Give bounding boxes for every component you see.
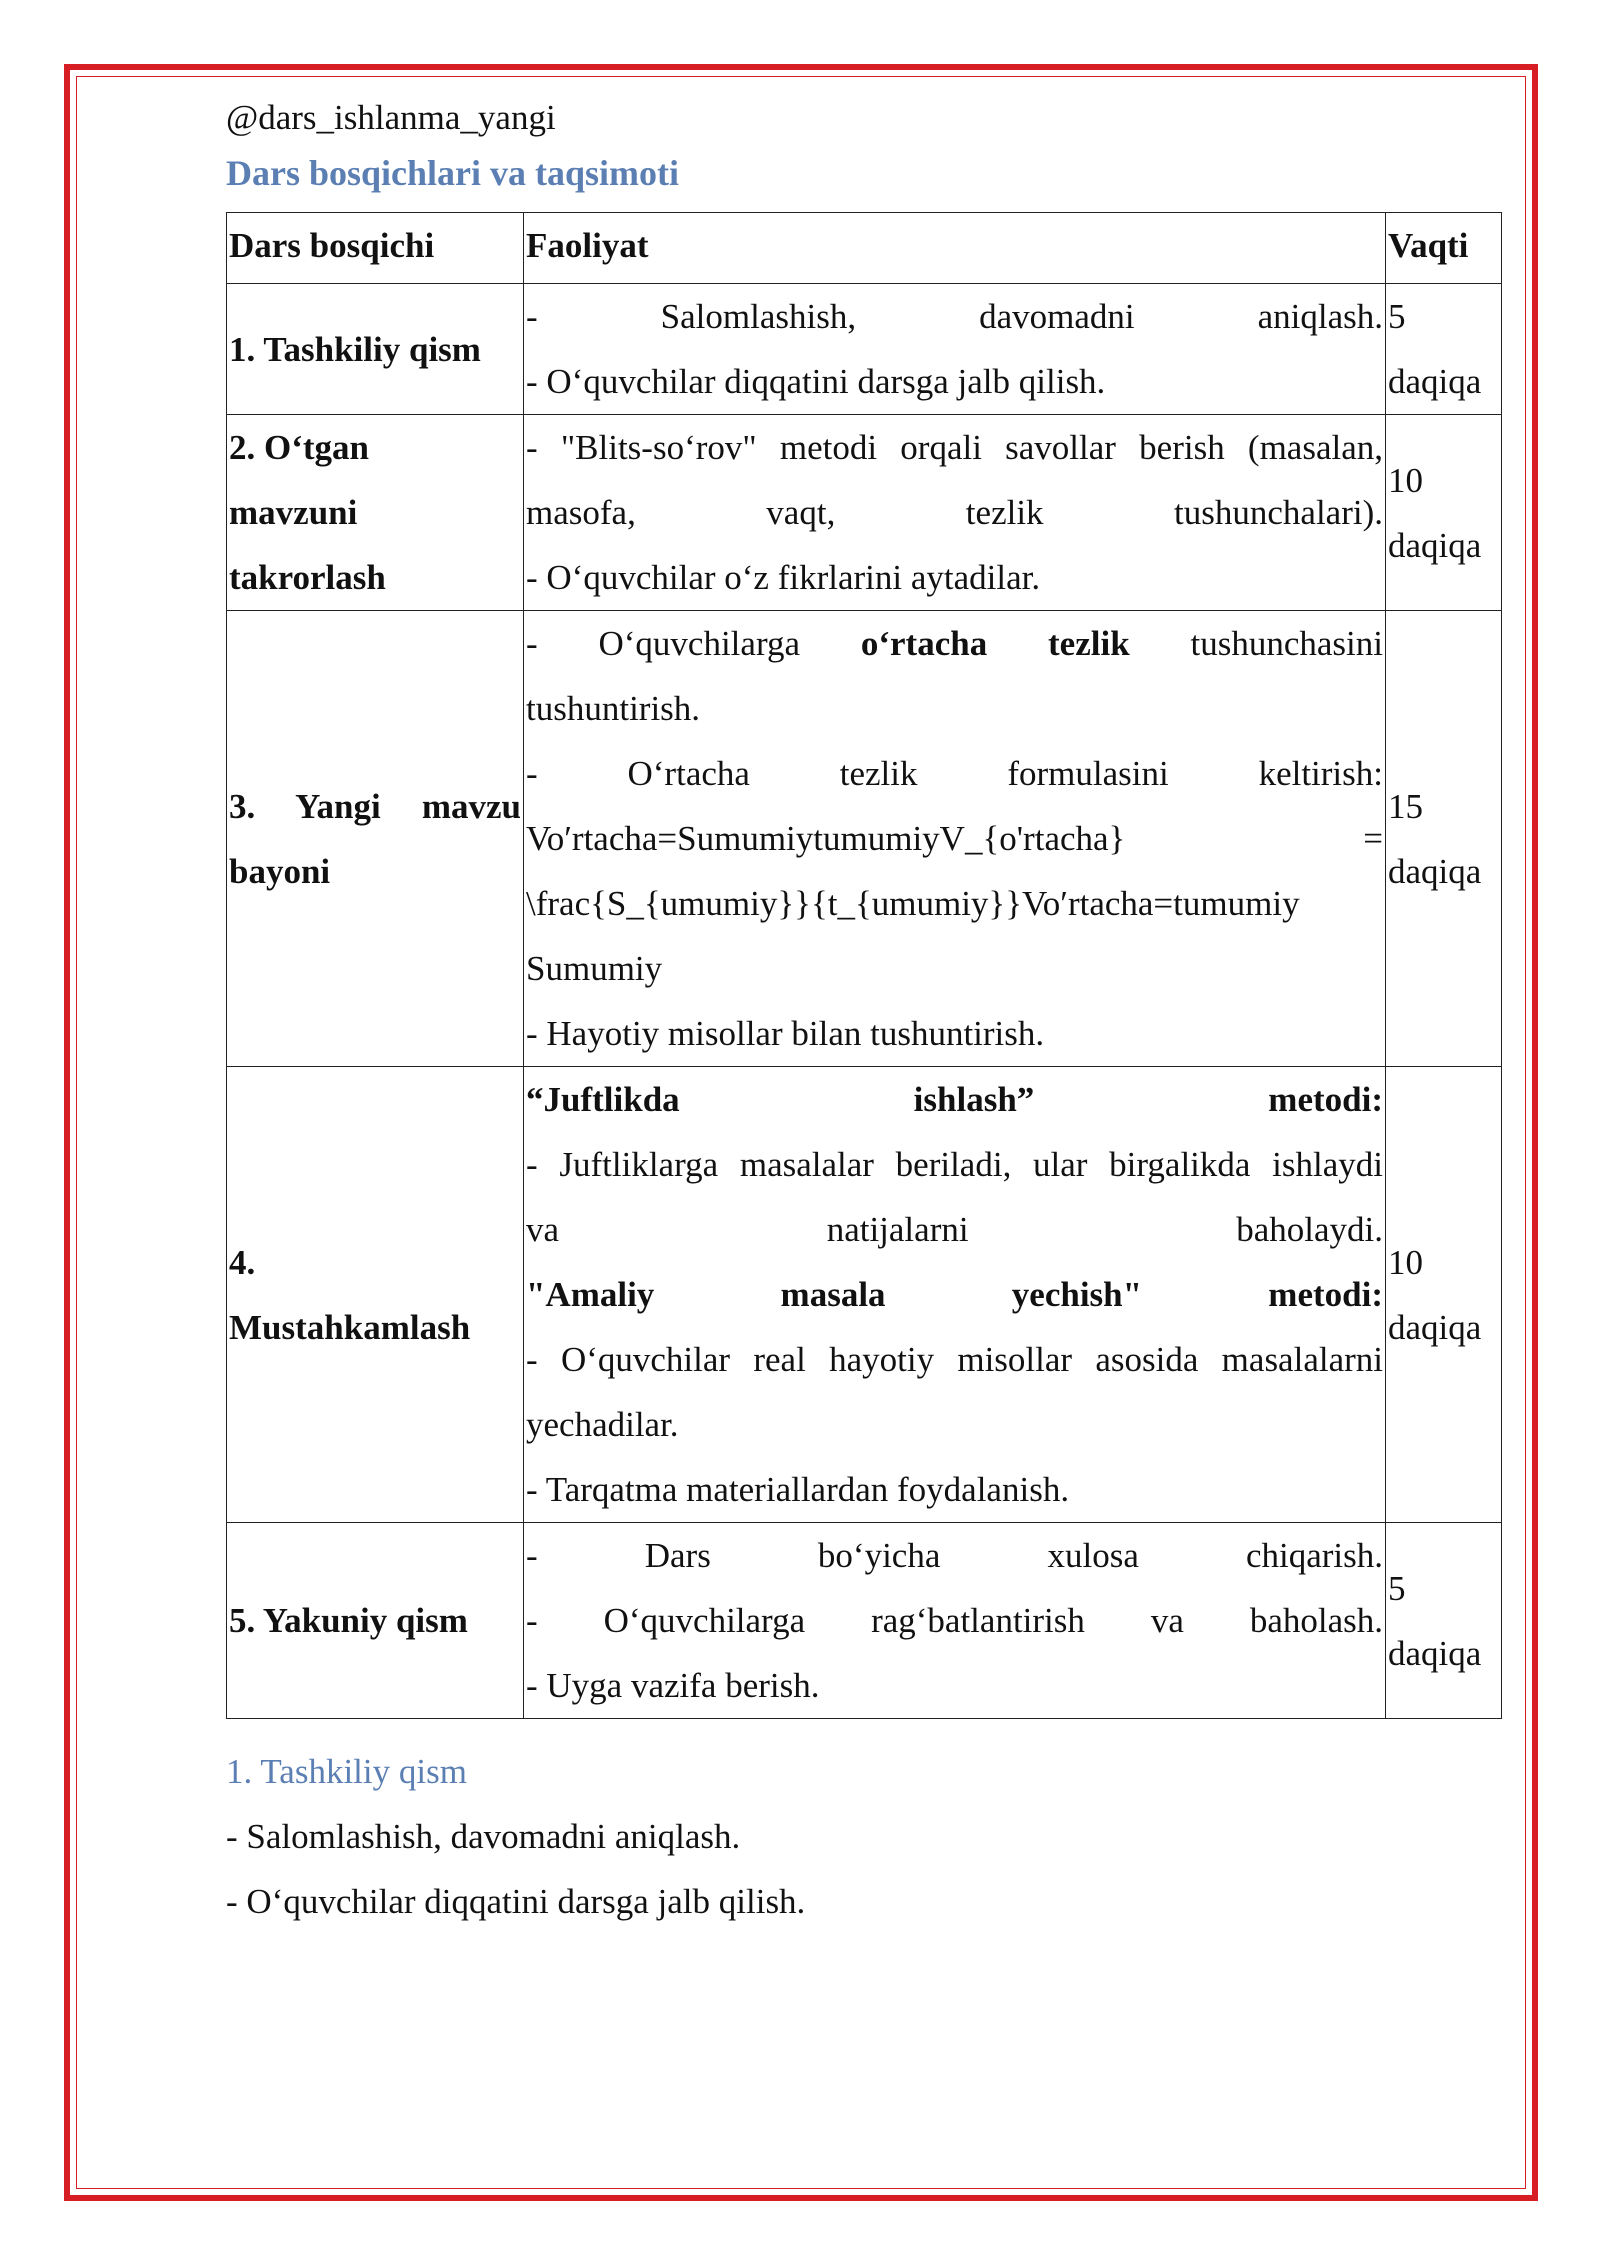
activity-text: - O‘quvchilarga — [526, 624, 861, 663]
time-cell — [1386, 1523, 1502, 1719]
activity-cell — [524, 284, 1386, 415]
formula-line: Sumumiy — [526, 949, 663, 988]
stage-line: 4. — [229, 1242, 256, 1282]
time-unit: daqiqa — [1388, 1633, 1482, 1673]
activity-line: tushuntirish. — [526, 689, 701, 728]
activity-cell — [524, 1067, 1386, 1523]
lesson-plan-table — [226, 212, 1502, 1719]
time-unit: daqiqa — [1388, 1307, 1482, 1347]
table-row — [227, 415, 1502, 611]
time-unit: daqiqa — [1388, 362, 1482, 401]
activity-line: - O‘quvchilar real hayotiy misollar asosida masalalarni — [526, 1340, 1383, 1379]
stage-cell: 1. Tashkiliy qism — [227, 284, 524, 415]
section-heading: 1. Tashkiliy qism — [226, 1752, 467, 1791]
activity-cell — [524, 611, 1386, 1067]
time-value: 15 — [1388, 786, 1423, 826]
activity-line: - O‘rtacha tezlik formulasini keltirish: — [526, 754, 1383, 793]
activity-line: - "Blits-so‘rov" metodi orqali savollar berish (masalan, — [526, 428, 1383, 467]
activity-line: - O‘quvchilar o‘z fikrlarini aytadilar. — [526, 558, 1041, 597]
time-value: 10 — [1388, 1242, 1423, 1282]
stage-text: 2. O‘tgan — [229, 428, 369, 467]
time-value: 10 — [1388, 460, 1423, 500]
page-title: Dars bosqichlari va taqsimoti — [226, 153, 680, 193]
activity-line: yechadilar. — [526, 1405, 679, 1444]
stage-line: mavzuni — [229, 493, 358, 532]
time-value: 5 — [1388, 297, 1406, 336]
activity-line: - O‘quvchilarga rag‘batlantirish va baholash. — [526, 1601, 1383, 1640]
channel-handle: @dars_ishlanma_yangi — [226, 98, 556, 137]
activity-line: - Uyga vazifa berish. — [526, 1666, 820, 1705]
table-row — [227, 284, 1502, 415]
time-cell — [1386, 284, 1502, 415]
activity-line: - Salomlashish, davomadni aniqlash. — [526, 297, 1383, 336]
header-stage: Dars bosqichi — [227, 213, 524, 284]
stage-cell — [227, 611, 524, 1067]
method-title: "Amaliy masala yechish" metodi: — [526, 1275, 1383, 1314]
method-title: “Juftlikda ishlash” metodi: — [526, 1080, 1383, 1119]
stage-cell: 5. Yakuniy qism — [227, 1523, 524, 1719]
stage-line: takrorlash — [229, 558, 386, 597]
activity-line: va natijalarni baholaydi. — [526, 1210, 1383, 1249]
table-row — [227, 611, 1502, 1067]
activity-line: - O‘quvchilar diqqatini darsga jalb qilish. — [526, 362, 1106, 401]
time-cell — [1386, 415, 1502, 611]
table-row — [227, 1067, 1502, 1523]
stage-cell — [227, 415, 524, 611]
stage-line: Mustahkamlash — [229, 1307, 471, 1347]
stage-line: bayoni — [229, 851, 331, 891]
time-unit: daqiqa — [1388, 525, 1482, 565]
formula-line: \frac{S_{umumiy}}{t_{umumiy}}Vo′rtacha=tumumiy — [526, 884, 1300, 923]
activity-line: - Hayotiy misollar bilan tushuntirish. — [526, 1014, 1045, 1053]
activity-text: tushunchasini — [1129, 624, 1383, 663]
formula-line: Vo′rtacha=SumumiytumumiyV_{o'rtacha} = — [526, 819, 1383, 858]
document-body — [226, 94, 1501, 1934]
activity-line: - Juftliklarga masalalar beriladi, ular birgalikda ishlaydi — [526, 1145, 1383, 1184]
stage-line: 3. Yangi mavzu — [229, 786, 521, 826]
time-cell — [1386, 611, 1502, 1067]
time-cell — [1386, 1067, 1502, 1523]
activity-line: - Dars bo‘yicha xulosa chiqarish. — [526, 1536, 1383, 1575]
stage-cell — [227, 1067, 524, 1523]
activity-term-bold: o‘rtacha tezlik — [860, 624, 1130, 663]
stage-line — [229, 415, 521, 480]
activity-line — [526, 611, 1383, 676]
activity-cell — [524, 415, 1386, 611]
table-header-row — [227, 213, 1502, 284]
table-row — [227, 1523, 1502, 1719]
header-activity: Faoliyat — [524, 213, 1386, 284]
activity-cell — [524, 1523, 1386, 1719]
activity-line: masofa, vaqt, tezlik tushunchalari). — [526, 493, 1383, 532]
header-time: Vaqti — [1386, 213, 1502, 284]
time-value: 5 — [1388, 1568, 1406, 1608]
time-unit: daqiqa — [1388, 851, 1482, 891]
activity-line: - Tarqatma materiallardan foydalanish. — [526, 1470, 1070, 1509]
section-line: - Salomlashish, davomadni aniqlash. — [226, 1817, 741, 1856]
section-line: - O‘quvchilar diqqatini darsga jalb qilish. — [226, 1882, 806, 1921]
